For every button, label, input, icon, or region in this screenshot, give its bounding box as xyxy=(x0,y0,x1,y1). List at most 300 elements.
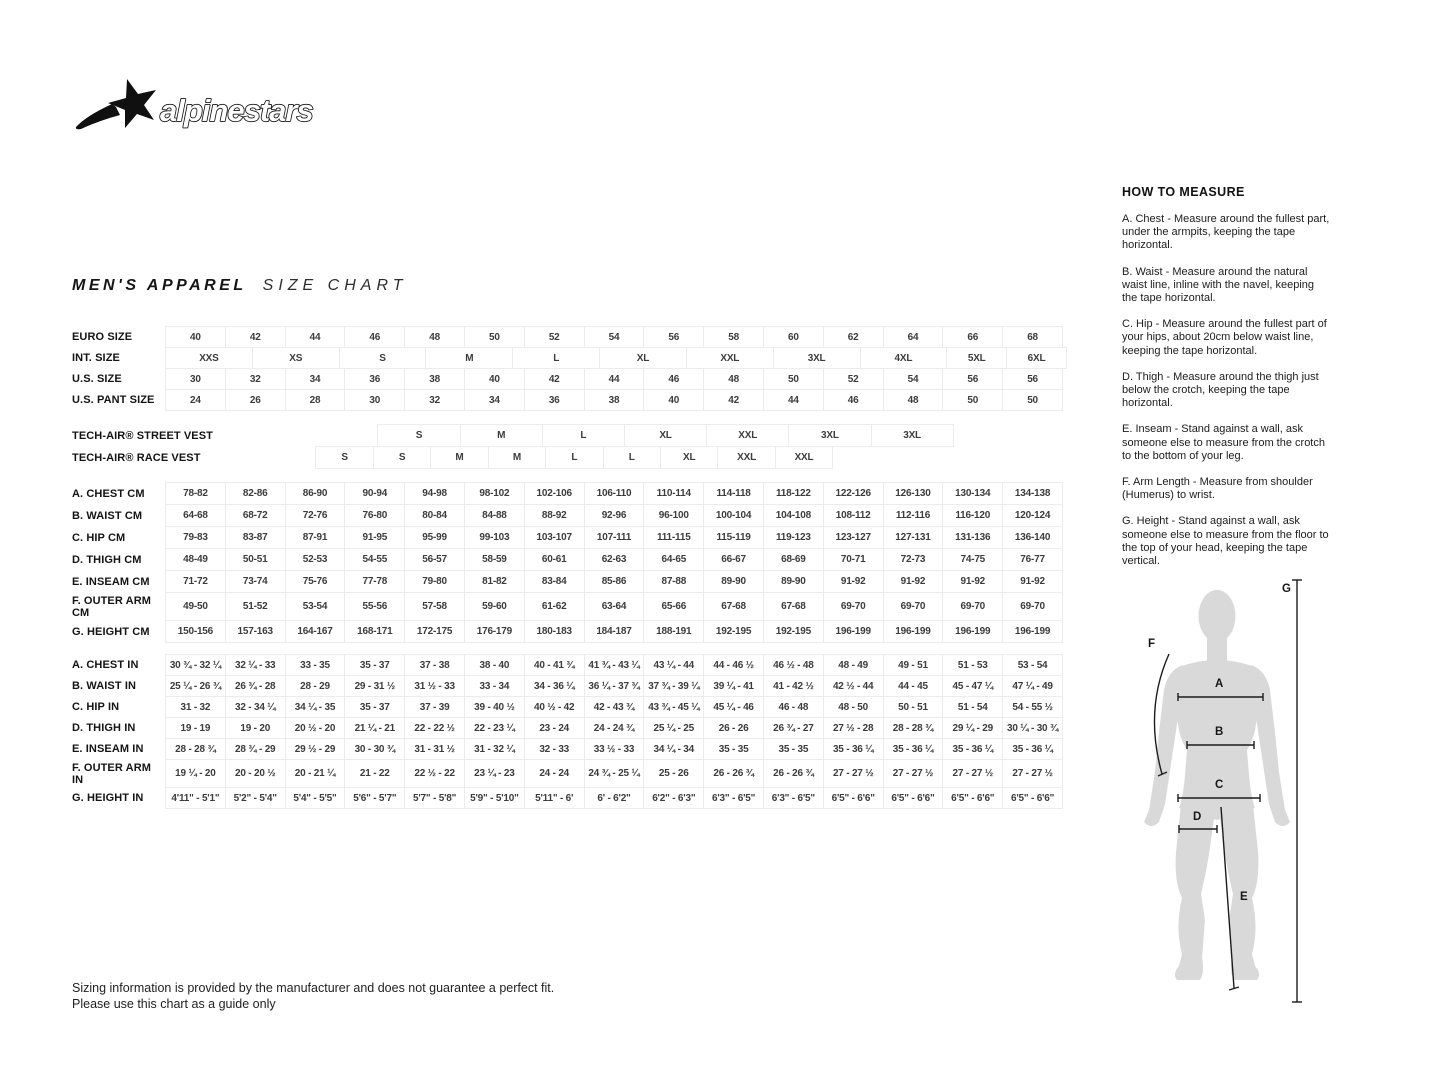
row-label: G. HEIGHT CM xyxy=(72,625,150,638)
size-cell: 5'9" - 5'10" xyxy=(464,787,525,809)
size-cell: 30 - 30 ¾ xyxy=(344,738,405,760)
size-cell: 83-87 xyxy=(225,526,286,549)
size-cell: 86-90 xyxy=(285,482,346,505)
size-cell: 98-102 xyxy=(464,482,525,505)
disclaimer xyxy=(72,981,554,1012)
size-cell: 56 xyxy=(643,326,704,348)
size-cell: 43 ¼ - 44 xyxy=(643,654,704,676)
size-cell: 59-60 xyxy=(464,592,525,621)
size-cell: 64-68 xyxy=(165,504,226,527)
size-cell: 35 - 35 xyxy=(703,738,764,760)
size-cell: 119-123 xyxy=(763,526,824,549)
size-cell: 21 - 22 xyxy=(344,759,405,788)
size-cell: 5'6" - 5'7" xyxy=(344,787,405,809)
size-cell: 196-199 xyxy=(942,620,1003,643)
row-cells xyxy=(165,759,1077,788)
size-cell: 51 - 53 xyxy=(942,654,1003,676)
size-cell: XXS xyxy=(165,347,253,369)
size-cell: 49 - 51 xyxy=(883,654,944,676)
size-cell: 27 - 27 ½ xyxy=(883,759,944,788)
measure-instruction: A. Chest - Measure around the fullest part, under the armpits, keeping the tape horizontal. xyxy=(1122,213,1330,252)
label-e: E xyxy=(1240,891,1248,903)
size-cell: 38 xyxy=(404,368,465,390)
row-us-size xyxy=(72,368,1077,390)
size-cell: 176-179 xyxy=(464,620,525,643)
row-thigh-cm xyxy=(72,548,1077,571)
size-cell: 33 ½ - 33 xyxy=(584,738,645,760)
size-cell: 25 ¼ - 26 ¾ xyxy=(165,675,226,697)
size-cell: XL xyxy=(624,424,707,447)
size-cell: 88-92 xyxy=(524,504,585,527)
size-cell: 192-195 xyxy=(763,620,824,643)
size-cell: 49-50 xyxy=(165,592,226,621)
size-cell: 19 - 19 xyxy=(165,717,226,739)
size-cell: 51 - 54 xyxy=(942,696,1003,718)
size-cell: 5'11" - 6' xyxy=(524,787,585,809)
size-cell: 6XL xyxy=(1006,347,1067,369)
size-cell: 69-70 xyxy=(823,592,884,621)
size-cell: 40 xyxy=(643,389,704,411)
size-cell: 82-86 xyxy=(225,482,286,505)
row-us-pant-size xyxy=(72,389,1077,411)
size-cell xyxy=(890,446,948,469)
size-cell: 67-68 xyxy=(763,592,824,621)
size-cell: 120-124 xyxy=(1002,504,1063,527)
size-cell: 50 xyxy=(763,368,824,390)
label-g: G xyxy=(1282,583,1291,595)
size-cell: 69-70 xyxy=(883,592,944,621)
measure-instruction: E. Inseam - Stand against a wall, ask someone else to measure from the crotch to the bottom of your leg. xyxy=(1122,423,1325,462)
size-cell: 20 ½ - 20 xyxy=(285,717,346,739)
size-cell: 27 - 27 ½ xyxy=(942,759,1003,788)
label-d: D xyxy=(1193,811,1202,823)
size-cell: 56-57 xyxy=(404,548,465,571)
size-cell: 92-96 xyxy=(584,504,645,527)
size-cell: 64 xyxy=(883,326,944,348)
row-label: D. THIGH CM xyxy=(72,553,142,566)
row-euro-size xyxy=(72,326,1077,348)
row-cells xyxy=(165,548,1077,571)
size-cell: 77-78 xyxy=(344,570,405,593)
row-chest-cm xyxy=(72,482,1077,505)
size-cell: 30 ¾ - 32 ¼ xyxy=(165,654,226,676)
size-cell: 54 - 55 ½ xyxy=(1002,696,1063,718)
size-cell: 56 xyxy=(1002,368,1063,390)
size-cell: 127-131 xyxy=(883,526,944,549)
row-inseam-cm xyxy=(72,570,1077,593)
size-cell: 32 - 34 ¼ xyxy=(225,696,286,718)
size-cell: M xyxy=(488,446,546,469)
size-cell: 57-58 xyxy=(404,592,465,621)
size-cell: L xyxy=(545,446,603,469)
row-waist-cm xyxy=(72,504,1077,527)
size-cell xyxy=(947,446,1005,469)
size-cell: XXL xyxy=(706,424,789,447)
row-label: G. HEIGHT IN xyxy=(72,792,144,804)
size-cell: 5'7" - 5'8" xyxy=(404,787,465,809)
row-label: EURO SIZE xyxy=(72,331,133,343)
size-cell: 87-88 xyxy=(643,570,704,593)
measurements-cm-block xyxy=(72,482,1077,643)
size-cell: 46 xyxy=(643,368,704,390)
size-cell: 19 - 20 xyxy=(225,717,286,739)
page-title-secondary: SIZE CHART xyxy=(262,277,408,294)
size-cell: 24 xyxy=(165,389,226,411)
size-cell: 42 xyxy=(524,368,585,390)
size-cell: 81-82 xyxy=(464,570,525,593)
size-cell: XL xyxy=(660,446,718,469)
size-cell: 5'4" - 5'5" xyxy=(285,787,346,809)
size-cell: 112-116 xyxy=(883,504,944,527)
disclaimer-line-2: Please use this chart as a guide only xyxy=(72,996,276,1011)
size-cell: 40 - 41 ¾ xyxy=(524,654,585,676)
size-cell: 3XL xyxy=(788,424,871,447)
size-cell: 40 xyxy=(165,326,226,348)
size-cell: 89-90 xyxy=(763,570,824,593)
size-cell: 157-163 xyxy=(225,620,286,643)
size-conversion-block xyxy=(72,326,1077,411)
size-cell: 36 xyxy=(524,389,585,411)
size-cell: 123-127 xyxy=(823,526,884,549)
size-cell: 6' - 6'2" xyxy=(584,787,645,809)
size-cell: M xyxy=(430,446,488,469)
size-cell: 110-114 xyxy=(643,482,704,505)
size-cell: 26 ¾ - 27 xyxy=(763,717,824,739)
row-inseam-in xyxy=(72,738,1077,760)
size-cell: 4XL xyxy=(860,347,948,369)
size-cell: 54 xyxy=(584,326,645,348)
size-cell: 35 - 37 xyxy=(344,696,405,718)
size-cell: XXL xyxy=(717,446,775,469)
size-cell: 33 - 34 xyxy=(464,675,525,697)
size-cell: 38 xyxy=(584,389,645,411)
row-cells xyxy=(165,389,1077,411)
size-cell: 104-108 xyxy=(763,504,824,527)
size-cell: 6'5" - 6'6" xyxy=(1002,787,1063,809)
size-cell: 126-130 xyxy=(883,482,944,505)
size-cell: 28 xyxy=(285,389,346,411)
size-cell: 22 - 23 ¼ xyxy=(464,717,525,739)
size-cell: 6'3" - 6'5" xyxy=(703,787,764,809)
row-cells xyxy=(165,787,1077,809)
size-cell: 29 - 31 ½ xyxy=(344,675,405,697)
size-cell: 46 xyxy=(823,389,884,411)
disclaimer-line-1: Sizing information is provided by the manufacturer and does not guarantee a perfect fit. xyxy=(72,981,555,995)
size-cell: 44 xyxy=(584,368,645,390)
row-cells xyxy=(165,347,1077,369)
size-cell: 32 ¼ - 33 xyxy=(225,654,286,676)
size-cell: 36 xyxy=(344,368,405,390)
row-label: INT. SIZE xyxy=(72,352,120,364)
size-cell: 29 ¼ - 29 xyxy=(942,717,1003,739)
size-cell: 53-54 xyxy=(285,592,346,621)
row-tech-air-race-vest xyxy=(72,446,1077,469)
row-cells xyxy=(165,326,1077,348)
size-cell: 46 - 48 xyxy=(763,696,824,718)
row-cells xyxy=(165,504,1077,527)
size-cell: L xyxy=(603,446,661,469)
size-cell: 35 - 36 ¼ xyxy=(883,738,944,760)
row-cells xyxy=(165,526,1077,549)
size-cell: 164-167 xyxy=(285,620,346,643)
size-cell: 53 - 54 xyxy=(1002,654,1063,676)
row-label: A. CHEST IN xyxy=(72,659,139,671)
size-cell: 51-52 xyxy=(225,592,286,621)
size-cell: 29 ½ - 29 xyxy=(285,738,346,760)
size-cell: 35 - 36 ¼ xyxy=(1002,738,1063,760)
size-cell: 41 - 42 ½ xyxy=(763,675,824,697)
row-label: B. WAIST CM xyxy=(72,509,143,522)
size-cell: 39 - 40 ½ xyxy=(464,696,525,718)
size-cell: 24 - 24 xyxy=(524,759,585,788)
size-cell: 75-76 xyxy=(285,570,346,593)
row-label: C. HIP CM xyxy=(72,531,126,544)
body-measurement-diagram xyxy=(1130,570,1440,1015)
size-cell: 108-112 xyxy=(823,504,884,527)
size-cell: 131-136 xyxy=(942,526,1003,549)
row-cells xyxy=(165,620,1077,643)
size-cell: 90-94 xyxy=(344,482,405,505)
size-cell: 21 ¼ - 21 xyxy=(344,717,405,739)
size-cell: 48 xyxy=(404,326,465,348)
size-cell: S xyxy=(373,446,431,469)
size-cell: 23 ¼ - 23 xyxy=(464,759,525,788)
size-cell: 37 ¾ - 39 ¼ xyxy=(643,675,704,697)
size-cell: 46 ½ - 48 xyxy=(763,654,824,676)
row-cells xyxy=(165,654,1077,676)
size-cell: 50 - 51 xyxy=(883,696,944,718)
size-cell: 73-74 xyxy=(225,570,286,593)
size-cell: 168-171 xyxy=(344,620,405,643)
measure-instruction: B. Waist - Measure around the natural waist line, inline with the navel, keeping the tape horizontal. xyxy=(1122,265,1315,305)
row-cells xyxy=(165,592,1077,621)
size-cell: 25 ¼ - 25 xyxy=(643,717,704,739)
size-cell: 80-84 xyxy=(404,504,465,527)
size-cell: 91-92 xyxy=(1002,570,1063,593)
size-cell: XXL xyxy=(686,347,774,369)
row-label: U.S. SIZE xyxy=(72,373,122,385)
size-cell xyxy=(258,446,316,469)
size-cell: 34 ¼ - 35 xyxy=(285,696,346,718)
size-cell: L xyxy=(512,347,600,369)
size-cell: 91-92 xyxy=(883,570,944,593)
size-cell: 28 - 29 xyxy=(285,675,346,697)
size-cell: 33 - 35 xyxy=(285,654,346,676)
row-label: U.S. PANT SIZE xyxy=(72,394,155,406)
row-cells xyxy=(165,675,1077,697)
size-cell: 42 xyxy=(225,326,286,348)
size-cell: 37 - 38 xyxy=(404,654,465,676)
size-cell: 25 - 26 xyxy=(643,759,704,788)
size-cell: 172-175 xyxy=(404,620,465,643)
size-cell: 43 ¾ - 45 ¼ xyxy=(643,696,704,718)
size-cell: 114-118 xyxy=(703,482,764,505)
row-cells xyxy=(213,424,1077,447)
row-hip-cm xyxy=(72,526,1077,549)
size-cell: 196-199 xyxy=(883,620,944,643)
size-cell: 23 - 24 xyxy=(524,717,585,739)
size-cell: 42 - 43 ¾ xyxy=(584,696,645,718)
row-label: D. THIGH IN xyxy=(72,722,136,734)
row-cells xyxy=(165,696,1077,718)
size-cell: 60 xyxy=(763,326,824,348)
size-cell: 44 xyxy=(285,326,346,348)
size-cell: 192-195 xyxy=(703,620,764,643)
size-cell: L xyxy=(542,424,625,447)
size-cell: 61-62 xyxy=(524,592,585,621)
page-title xyxy=(72,277,407,295)
alpinestars-logo xyxy=(74,78,326,141)
size-cell: 35 - 36 ¼ xyxy=(823,738,884,760)
size-cell: 74-75 xyxy=(942,548,1003,571)
size-cell: 39 ¼ - 41 xyxy=(703,675,764,697)
row-label: TECH-AIR® RACE VEST xyxy=(72,451,201,464)
size-cell: 111-115 xyxy=(643,526,704,549)
size-cell: 46 xyxy=(344,326,405,348)
size-cell: 34 ¼ - 34 xyxy=(643,738,704,760)
alpinestars-logo-graphic xyxy=(74,78,326,136)
size-cell: XXL xyxy=(775,446,833,469)
size-cell: 45 ¼ - 46 xyxy=(703,696,764,718)
size-cell: 116-120 xyxy=(942,504,1003,527)
label-a: A xyxy=(1215,678,1224,690)
size-cell: 31 - 32 xyxy=(165,696,226,718)
how-to-measure-panel xyxy=(1122,185,1332,581)
label-f: F xyxy=(1148,638,1156,650)
size-cell: 24 ¾ - 25 ¼ xyxy=(584,759,645,788)
size-cell: 52-53 xyxy=(285,548,346,571)
size-cell: 188-191 xyxy=(643,620,704,643)
size-cell: 54 xyxy=(883,368,944,390)
size-cell: 47 ¼ - 49 xyxy=(1002,675,1063,697)
size-cell: 6'2" - 6'3" xyxy=(643,787,704,809)
size-cell: 31 - 32 ¼ xyxy=(464,738,525,760)
size-cell: 48 xyxy=(703,368,764,390)
size-cell: 26 xyxy=(225,389,286,411)
size-cell: 180-183 xyxy=(524,620,585,643)
size-cell: 36 ¼ - 37 ¾ xyxy=(584,675,645,697)
size-cell: 94-98 xyxy=(404,482,465,505)
size-cell: 134-138 xyxy=(1002,482,1063,505)
size-cell: M xyxy=(460,424,543,447)
size-cell: 102-106 xyxy=(524,482,585,505)
label-b: B xyxy=(1215,726,1224,738)
size-cell: 107-111 xyxy=(584,526,645,549)
size-cell: 26 ¾ - 28 xyxy=(225,675,286,697)
size-cell: 35 - 36 ¼ xyxy=(942,738,1003,760)
size-cell: 34 xyxy=(464,389,525,411)
size-cell xyxy=(213,424,296,447)
size-cell: 4'11" - 5'1" xyxy=(165,787,226,809)
size-cell: 118-122 xyxy=(763,482,824,505)
size-cell: 106-110 xyxy=(584,482,645,505)
how-to-measure-list xyxy=(1122,213,1332,568)
size-cell: 40 ½ - 42 xyxy=(524,696,585,718)
row-cells xyxy=(201,446,1077,469)
size-cell: 30 xyxy=(165,368,226,390)
page-title-primary: MEN'S APPAREL xyxy=(72,277,247,294)
size-cell: 24 - 24 ¾ xyxy=(584,717,645,739)
size-cell: 32 xyxy=(404,389,465,411)
size-cell: S xyxy=(339,347,427,369)
row-cells xyxy=(165,738,1077,760)
size-cell: 42 ½ - 44 xyxy=(823,675,884,697)
size-cell: 66 xyxy=(942,326,1003,348)
measure-instruction: D. Thigh - Measure around the thigh just below the crotch, keeping the tape horizontal. xyxy=(1122,370,1319,410)
size-cell: 68 xyxy=(1002,326,1063,348)
measure-instruction: C. Hip - Measure around the fullest part of your hips, about 20cm below waist line, keeping the tape horizontal. xyxy=(1122,318,1327,357)
size-cell: 83-84 xyxy=(524,570,585,593)
size-cell: 48 xyxy=(883,389,944,411)
size-cell: 58-59 xyxy=(464,548,525,571)
size-cell: 62-63 xyxy=(584,548,645,571)
size-cell: 64-65 xyxy=(643,548,704,571)
size-cell: 34 xyxy=(285,368,346,390)
size-cell: 91-92 xyxy=(823,570,884,593)
astar-star-icon xyxy=(76,79,156,129)
size-cell: 91-95 xyxy=(344,526,405,549)
label-c: C xyxy=(1215,779,1224,791)
size-cell: 3XL xyxy=(871,424,954,447)
size-cell: 68-69 xyxy=(763,548,824,571)
size-cell: 52 xyxy=(823,368,884,390)
size-cell: 84-88 xyxy=(464,504,525,527)
size-cell: 44 - 45 xyxy=(883,675,944,697)
size-cell: XS xyxy=(252,347,340,369)
size-cell: 67-68 xyxy=(703,592,764,621)
size-cell: 76-77 xyxy=(1002,548,1063,571)
size-cell: 37 - 39 xyxy=(404,696,465,718)
size-cell: 38 - 40 xyxy=(464,654,525,676)
size-cell: 150-156 xyxy=(165,620,226,643)
row-cells xyxy=(165,717,1077,739)
size-cell: 96-100 xyxy=(643,504,704,527)
size-cell: 26 - 26 ¾ xyxy=(703,759,764,788)
size-cell: 6'5" - 6'6" xyxy=(942,787,1003,809)
size-cell: 28 ¾ - 29 xyxy=(225,738,286,760)
size-cell: 19 ¼ - 20 xyxy=(165,759,226,788)
size-cell: 76-80 xyxy=(344,504,405,527)
size-cell: 58 xyxy=(703,326,764,348)
row-label: C. HIP IN xyxy=(72,701,120,713)
size-cell: 55-56 xyxy=(344,592,405,621)
size-cell: 99-103 xyxy=(464,526,525,549)
size-cell xyxy=(295,424,378,447)
size-cell: 32 xyxy=(225,368,286,390)
size-cell: 26 - 26 ¾ xyxy=(763,759,824,788)
size-cell: 50 xyxy=(942,389,1003,411)
size-cell: 5XL xyxy=(946,347,1007,369)
size-cell: 48 - 49 xyxy=(823,654,884,676)
size-cell: S xyxy=(315,446,373,469)
size-cell: 72-76 xyxy=(285,504,346,527)
size-cell: 63-64 xyxy=(584,592,645,621)
row-label: B. WAIST IN xyxy=(72,680,137,692)
row-outer-arm-cm xyxy=(72,592,1077,621)
row-label: F. OUTER ARM CM xyxy=(72,594,152,619)
size-cell: 50 xyxy=(464,326,525,348)
size-cell: 79-83 xyxy=(165,526,226,549)
size-cell: 6'3" - 6'5" xyxy=(763,787,824,809)
size-cell: 65-66 xyxy=(643,592,704,621)
size-cell xyxy=(201,446,259,469)
size-cell: 20 - 21 ¼ xyxy=(285,759,346,788)
size-cell: 62 xyxy=(823,326,884,348)
size-cell: 42 xyxy=(703,389,764,411)
size-cell: 35 - 35 xyxy=(763,738,824,760)
row-cells xyxy=(165,368,1077,390)
size-cell: 122-126 xyxy=(823,482,884,505)
